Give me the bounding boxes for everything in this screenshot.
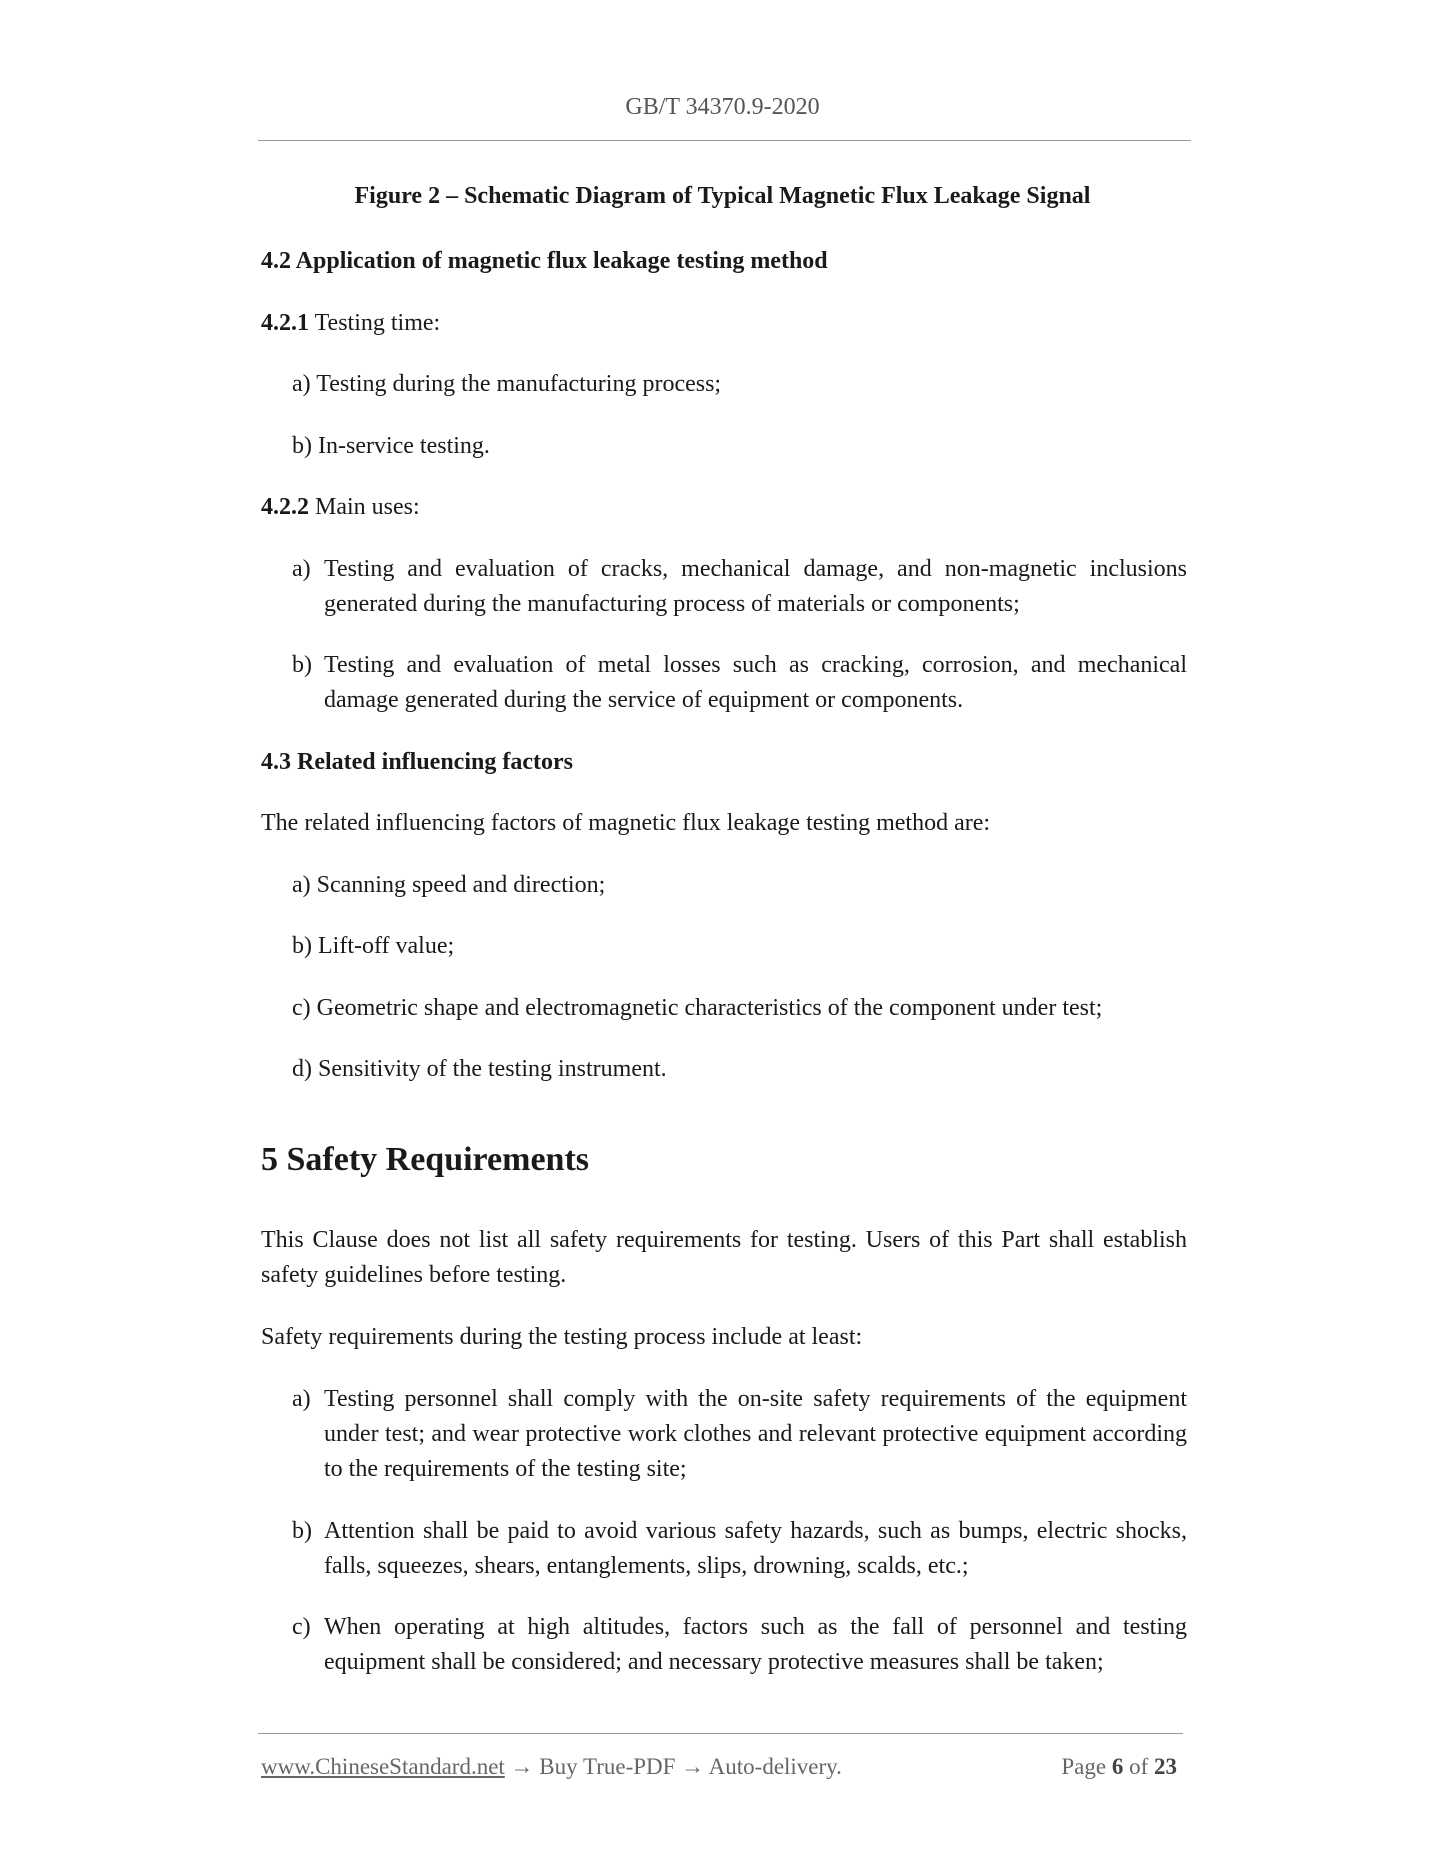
subsection-number: 4.2.1: [261, 310, 309, 336]
list-item: [292, 552, 1187, 622]
list-item: [292, 1610, 1187, 1680]
page-indicator: [1061, 1754, 1177, 1780]
list-item: [292, 648, 1187, 718]
site-link[interactable]: www.ChineseStandard.net: [261, 1754, 505, 1779]
list-item: d) Sensitivity of the testing instrument.: [292, 1056, 667, 1082]
list-item: b) Lift-off value;: [292, 933, 455, 959]
figure-caption: Figure 2 – Schematic Diagram of Typical Magnetic Flux Leakage Signal: [354, 183, 1091, 209]
page-total: 23: [1154, 1754, 1177, 1779]
list-item: [292, 1382, 1187, 1487]
of-label: of: [1129, 1754, 1149, 1779]
list-item-text: Testing and evaluation of metal losses such as cracking, corrosion, and mechanical damage generated during the service of equipment or components.: [324, 652, 1187, 713]
header-rule: [258, 140, 1191, 141]
footer-rule: [258, 1733, 1183, 1734]
list-item: b) In-service testing.: [292, 433, 490, 459]
section-heading-5: 5 Safety Requirements: [261, 1141, 589, 1178]
list-marker: b): [292, 1518, 312, 1544]
subsection-4-2-1: [261, 306, 440, 341]
subsection-label: Testing time:: [309, 310, 441, 336]
paragraph: Safety requirements during the testing process include at least:: [261, 1324, 863, 1350]
section-heading-4-3: 4.3 Related influencing factors: [261, 749, 573, 775]
document-id: GB/T 34370.9-2020: [625, 94, 820, 120]
footer-promo: [261, 1754, 842, 1780]
subsection-number: 4.2.2: [261, 494, 309, 520]
list-item-text: Testing personnel shall comply with the on-site safety requirements of the equipment under test; and wear protective work clothes and relevant protective equipment according to the requirements of the testing site;: [324, 1386, 1187, 1482]
list-marker: a): [292, 556, 311, 582]
list-item: c) Geometric shape and electromagnetic characteristics of the component under test;: [292, 995, 1103, 1021]
paragraph: The related influencing factors of magnetic flux leakage testing method are:: [261, 810, 991, 836]
list-marker: c): [292, 1614, 311, 1640]
list-item-text: When operating at high altitudes, factors such as the fall of personnel and testing equipment shall be considered; and necessary protective measures shall be taken;: [324, 1614, 1187, 1675]
section-heading-4-2: 4.2 Application of magnetic flux leakage testing method: [261, 248, 828, 274]
page-label: Page: [1061, 1754, 1107, 1779]
list-item: a) Scanning speed and direction;: [292, 872, 606, 898]
list-marker: b): [292, 652, 312, 678]
list-item-text: Testing and evaluation of cracks, mechanical damage, and non-magnetic inclusions generated during the manufacturing process of materials or components;: [324, 556, 1187, 617]
list-item: a) Testing during the manufacturing process;: [292, 371, 722, 397]
subsection-label: Main uses:: [309, 494, 420, 520]
list-marker: a): [292, 1386, 311, 1412]
subsection-4-2-2: [261, 490, 420, 525]
paragraph: This Clause does not list all safety requirements for testing. Users of this Part shall establish safety guidelines before testing.: [261, 1227, 1187, 1288]
list-item-text: Attention shall be paid to avoid various safety hazards, such as bumps, electric shocks, falls, squeezes, shears, entanglements, slips, drowning, scalds, etc.;: [324, 1518, 1187, 1579]
page-number: 6: [1111, 1754, 1124, 1779]
list-item: [292, 1514, 1187, 1584]
footer-promo-text: → Buy True-PDF → Auto-delivery.: [504, 1754, 842, 1779]
